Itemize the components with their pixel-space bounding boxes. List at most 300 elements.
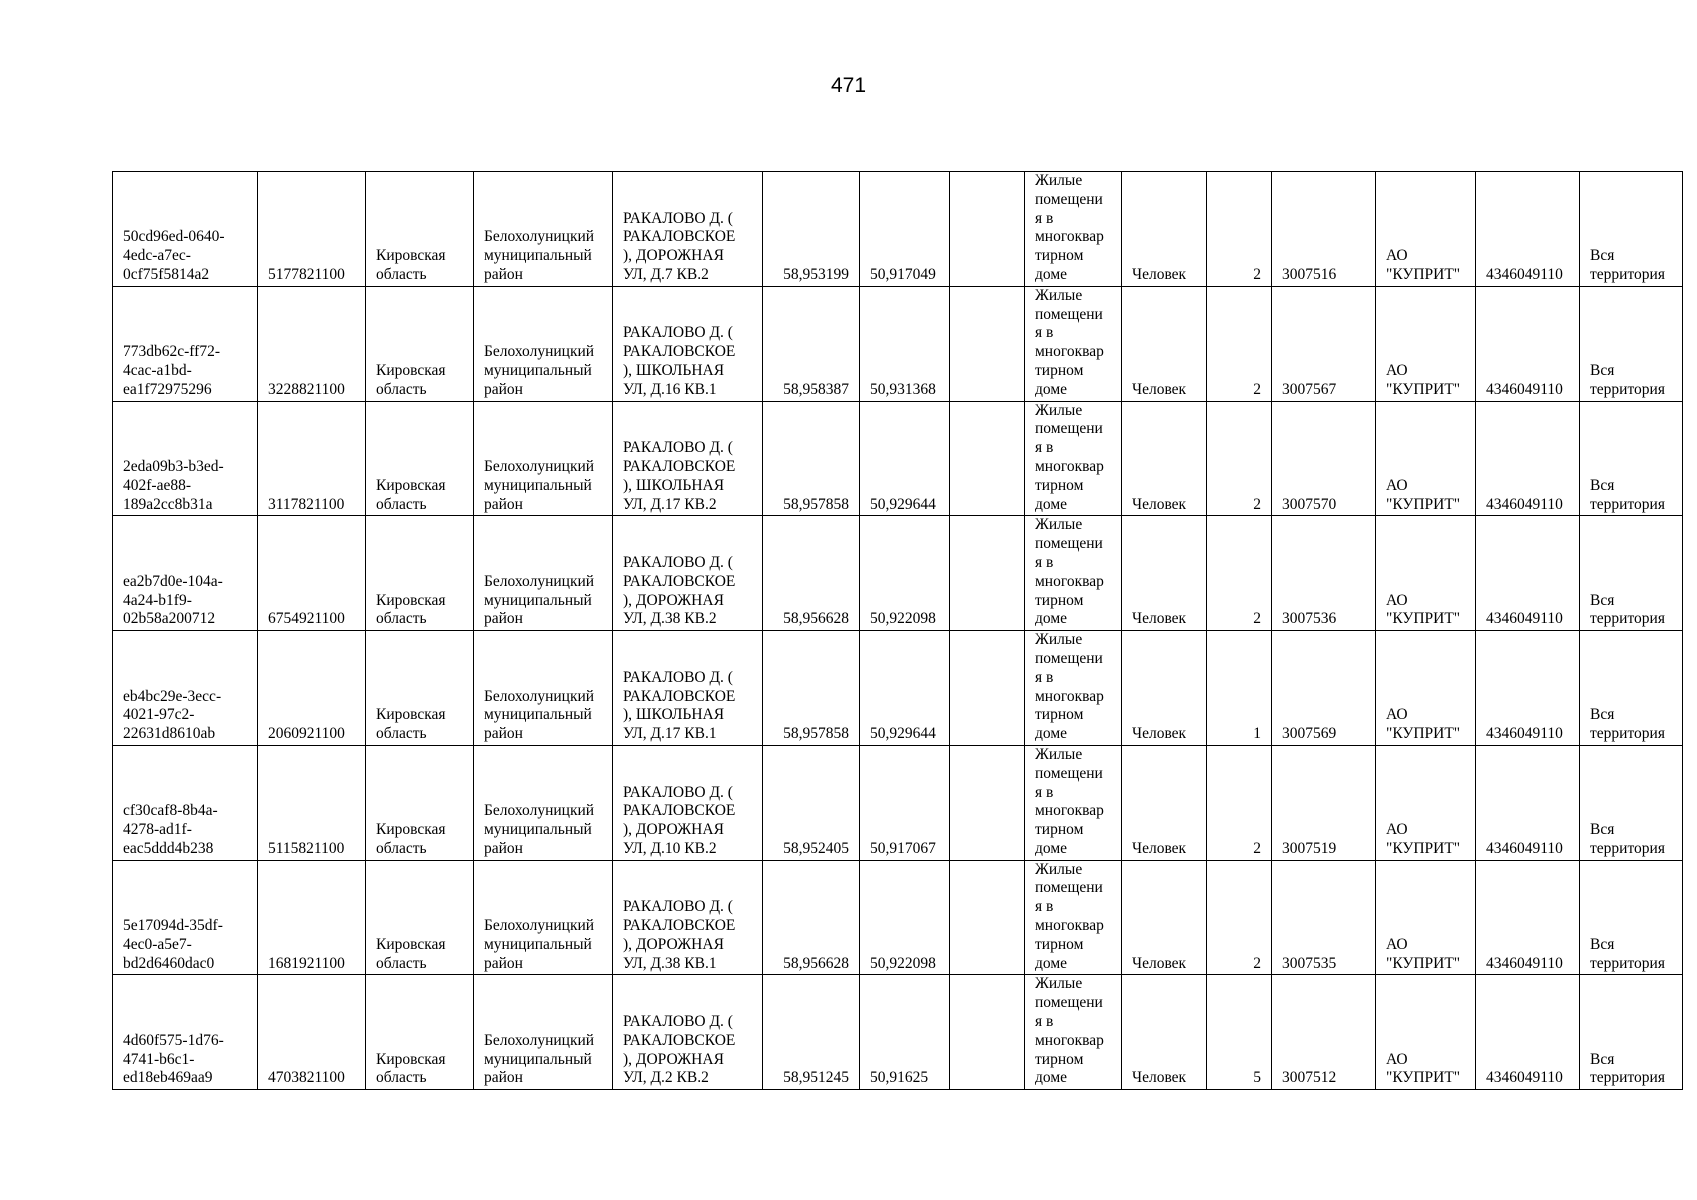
district-cell-line: Белохолуницкий [484, 687, 595, 705]
district-cell-line: Белохолуницкий [484, 1031, 595, 1049]
object-id-cell [113, 745, 258, 860]
premises-type-cell-line: доме [1035, 725, 1068, 743]
premises-type-cell-line: тирном [1035, 591, 1084, 609]
region-cell-line: Кировская [376, 591, 446, 609]
object-id-cell-line: 773db62c-ff72- [123, 343, 220, 361]
district-cell [474, 516, 613, 631]
territory-cell-line: территория [1590, 1069, 1665, 1087]
empty-cell [950, 631, 1025, 746]
empty-cell [950, 286, 1025, 401]
address-cell [613, 172, 763, 287]
address-cell-line: РАКАЛОВО Д. ( [623, 324, 733, 342]
premises-type-cell-line: я в [1035, 783, 1054, 801]
premises-type-cell-line: помещени [1035, 190, 1103, 208]
object-id-cell-line: 02b58a200712 [123, 610, 216, 628]
account-number-cell: 3007535 [1272, 860, 1376, 975]
longitude-cell: 50,91625 [860, 975, 950, 1090]
region-cell-line: область [376, 495, 427, 513]
premises-type-cell-line: Жилые [1035, 286, 1083, 304]
address-cell-line: ), ШКОЛЬНАЯ [623, 361, 725, 379]
territory-cell-line: Вся [1590, 476, 1615, 494]
object-id-cell-line: eac5ddd4b238 [123, 839, 214, 857]
region-cell [366, 745, 474, 860]
longitude-cell: 50,917067 [860, 745, 950, 860]
region-cell-line: Кировская [376, 935, 446, 953]
premises-type-cell-line: тирном [1035, 361, 1084, 379]
latitude-cell: 58,957858 [763, 631, 860, 746]
district-cell-line: Белохолуницкий [484, 802, 595, 820]
table-body [113, 172, 1683, 1090]
code-cell: 2060921100 [258, 631, 366, 746]
territory-cell-line: Вся [1590, 591, 1615, 609]
organization-cell-line: АО [1386, 476, 1408, 494]
region-cell [366, 286, 474, 401]
territory-cell-line: территория [1590, 265, 1665, 283]
code-cell: 4703821100 [258, 975, 366, 1090]
premises-type-cell-line: я в [1035, 324, 1054, 342]
count-cell: 2 [1207, 745, 1272, 860]
latitude-cell: 58,956628 [763, 516, 860, 631]
organization-cell [1376, 975, 1476, 1090]
district-cell-line: Белохолуницкий [484, 457, 595, 475]
organization-cell-line: АО [1386, 706, 1408, 724]
longitude-cell: 50,931368 [860, 286, 950, 401]
territory-cell [1580, 631, 1683, 746]
count-cell: 2 [1207, 172, 1272, 287]
district-cell-line: район [484, 265, 523, 283]
district-cell-line: район [484, 954, 523, 972]
premises-type-cell [1025, 631, 1122, 746]
premises-type-cell-line: многоквар [1035, 917, 1104, 935]
district-cell-line: район [484, 495, 523, 513]
object-id-cell-line: 4ec0-a5e7- [123, 935, 192, 953]
organization-cell-line: "КУПРИТ" [1386, 1069, 1461, 1087]
organization-cell-line: АО [1386, 821, 1408, 839]
region-cell-line: область [376, 380, 427, 398]
inn-cell: 4346049110 [1476, 860, 1580, 975]
premises-type-cell-line: Жилые [1035, 631, 1083, 649]
object-id-cell-line: 4278-ad1f- [123, 821, 192, 839]
unit-cell: Человек [1122, 516, 1207, 631]
premises-type-cell [1025, 516, 1122, 631]
unit-cell: Человек [1122, 745, 1207, 860]
district-cell-line: район [484, 839, 523, 857]
territory-cell [1580, 516, 1683, 631]
district-cell-line: муниципальный [484, 591, 592, 609]
code-cell: 6754921100 [258, 516, 366, 631]
premises-type-cell-line: помещени [1035, 879, 1103, 897]
address-cell-line: ), ШКОЛЬНАЯ [623, 476, 725, 494]
territory-cell-line: территория [1590, 495, 1665, 513]
district-cell-line: район [484, 380, 523, 398]
page-number: 471 [830, 74, 867, 97]
district-cell-line: Белохолуницкий [484, 917, 595, 935]
count-cell: 2 [1207, 401, 1272, 516]
district-cell-line: муниципальный [484, 361, 592, 379]
premises-type-cell [1025, 860, 1122, 975]
organization-cell [1376, 860, 1476, 975]
premises-type-cell-line: тирном [1035, 706, 1084, 724]
organization-cell-line: АО [1386, 935, 1408, 953]
address-cell-line: УЛ, Д.38 КВ.2 [623, 610, 717, 628]
table-row [113, 975, 1683, 1090]
organization-cell-line: "КУПРИТ" [1386, 954, 1461, 972]
address-cell-line: РАКАЛОВО Д. ( [623, 553, 733, 571]
object-id-cell-line: 5e17094d-35df- [123, 917, 223, 935]
organization-cell-line: АО [1386, 361, 1408, 379]
table-row [113, 631, 1683, 746]
region-cell [366, 401, 474, 516]
district-cell-line: район [484, 1069, 523, 1087]
region-cell [366, 631, 474, 746]
premises-type-cell-line: тирном [1035, 935, 1084, 953]
organization-cell-line: "КУПРИТ" [1386, 725, 1461, 743]
premises-type-cell-line: доме [1035, 610, 1068, 628]
empty-cell [950, 975, 1025, 1090]
territory-cell [1580, 860, 1683, 975]
premises-type-cell-line: многоквар [1035, 228, 1104, 246]
object-id-cell-line: ea1f72975296 [123, 380, 212, 398]
address-cell [613, 401, 763, 516]
address-cell-line: РАКАЛОВСКОЕ [623, 343, 736, 361]
organization-cell [1376, 286, 1476, 401]
table-row [113, 286, 1683, 401]
territory-cell-line: территория [1590, 954, 1665, 972]
table-row [113, 401, 1683, 516]
account-number-cell: 3007536 [1272, 516, 1376, 631]
organization-cell-line: "КУПРИТ" [1386, 265, 1461, 283]
premises-type-cell-line: Жилые [1035, 516, 1083, 534]
premises-type-cell-line: многоквар [1035, 802, 1104, 820]
premises-type-cell-line: я в [1035, 668, 1054, 686]
organization-cell-line: "КУПРИТ" [1386, 380, 1461, 398]
premises-type-cell [1025, 975, 1122, 1090]
region-cell-line: область [376, 839, 427, 857]
region-cell-line: область [376, 725, 427, 743]
territory-cell [1580, 401, 1683, 516]
inn-cell: 4346049110 [1476, 401, 1580, 516]
territory-cell-line: Вся [1590, 247, 1615, 265]
account-number-cell: 3007512 [1272, 975, 1376, 1090]
premises-type-cell-line: я в [1035, 553, 1054, 571]
registry-table [112, 171, 1683, 1090]
region-cell-line: область [376, 610, 427, 628]
region-cell [366, 975, 474, 1090]
unit-cell: Человек [1122, 860, 1207, 975]
address-cell-line: УЛ, Д.38 КВ.1 [623, 954, 717, 972]
object-id-cell [113, 172, 258, 287]
address-cell [613, 631, 763, 746]
latitude-cell: 58,953199 [763, 172, 860, 287]
district-cell-line: Белохолуницкий [484, 228, 595, 246]
premises-type-cell [1025, 401, 1122, 516]
premises-type-cell-line: Жилые [1035, 860, 1083, 878]
region-cell [366, 172, 474, 287]
address-cell-line: ), ДОРОЖНАЯ [623, 1050, 724, 1068]
address-cell-line: ), ДОРОЖНАЯ [623, 591, 724, 609]
premises-type-cell-line: я в [1035, 439, 1054, 457]
district-cell [474, 172, 613, 287]
premises-type-cell-line: Жилые [1035, 975, 1083, 993]
region-cell-line: Кировская [376, 361, 446, 379]
address-cell-line: УЛ, Д.10 КВ.2 [623, 839, 717, 857]
inn-cell: 4346049110 [1476, 745, 1580, 860]
district-cell-line: муниципальный [484, 935, 592, 953]
account-number-cell: 3007516 [1272, 172, 1376, 287]
latitude-cell: 58,958387 [763, 286, 860, 401]
table-row [113, 516, 1683, 631]
territory-cell-line: Вся [1590, 821, 1615, 839]
premises-type-cell-line: доме [1035, 265, 1068, 283]
premises-type-cell-line: доме [1035, 380, 1068, 398]
premises-type-cell-line: я в [1035, 1013, 1054, 1031]
organization-cell [1376, 172, 1476, 287]
latitude-cell: 58,957858 [763, 401, 860, 516]
unit-cell: Человек [1122, 286, 1207, 401]
premises-type-cell-line: помещени [1035, 994, 1103, 1012]
premises-type-cell-line: помещени [1035, 535, 1103, 553]
longitude-cell: 50,917049 [860, 172, 950, 287]
address-cell-line: РАКАЛОВСКОЕ [623, 228, 736, 246]
account-number-cell: 3007570 [1272, 401, 1376, 516]
district-cell [474, 286, 613, 401]
premises-type-cell-line: доме [1035, 839, 1068, 857]
address-cell-line: ), ШКОЛЬНАЯ [623, 706, 725, 724]
premises-type-cell-line: тирном [1035, 476, 1084, 494]
premises-type-cell-line: Жилые [1035, 401, 1083, 419]
address-cell-line: РАКАЛОВСКОЕ [623, 687, 736, 705]
address-cell-line: РАКАЛОВСКОЕ [623, 802, 736, 820]
district-cell [474, 975, 613, 1090]
organization-cell-line: АО [1386, 1050, 1408, 1068]
unit-cell: Человек [1122, 631, 1207, 746]
address-cell-line: РАКАЛОВСКОЕ [623, 457, 736, 475]
premises-type-cell-line: помещени [1035, 305, 1103, 323]
premises-type-cell-line: помещени [1035, 420, 1103, 438]
address-cell-line: РАКАЛОВО Д. ( [623, 668, 733, 686]
organization-cell-line: "КУПРИТ" [1386, 610, 1461, 628]
region-cell-line: Кировская [376, 821, 446, 839]
district-cell [474, 745, 613, 860]
address-cell [613, 975, 763, 1090]
address-cell [613, 745, 763, 860]
code-cell: 3117821100 [258, 401, 366, 516]
district-cell-line: район [484, 725, 523, 743]
territory-cell-line: Вся [1590, 706, 1615, 724]
region-cell-line: Кировская [376, 476, 446, 494]
district-cell-line: муниципальный [484, 1050, 592, 1068]
region-cell-line: область [376, 265, 427, 283]
address-cell-line: РАКАЛОВСКОЕ [623, 572, 736, 590]
address-cell-line: РАКАЛОВО Д. ( [623, 209, 733, 227]
address-cell-line: РАКАЛОВО Д. ( [623, 783, 733, 801]
longitude-cell: 50,922098 [860, 860, 950, 975]
premises-type-cell-line: помещени [1035, 764, 1103, 782]
organization-cell-line: АО [1386, 247, 1408, 265]
address-cell-line: ), ДОРОЖНАЯ [623, 821, 724, 839]
account-number-cell: 3007569 [1272, 631, 1376, 746]
empty-cell [950, 860, 1025, 975]
premises-type-cell-line: я в [1035, 898, 1054, 916]
count-cell: 1 [1207, 631, 1272, 746]
territory-cell-line: территория [1590, 839, 1665, 857]
territory-cell-line: Вся [1590, 361, 1615, 379]
unit-cell: Человек [1122, 172, 1207, 287]
address-cell-line: РАКАЛОВСКОЕ [623, 917, 736, 935]
longitude-cell: 50,929644 [860, 631, 950, 746]
count-cell: 5 [1207, 975, 1272, 1090]
longitude-cell: 50,922098 [860, 516, 950, 631]
territory-cell-line: территория [1590, 725, 1665, 743]
count-cell: 2 [1207, 516, 1272, 631]
unit-cell: Человек [1122, 975, 1207, 1090]
premises-type-cell [1025, 745, 1122, 860]
district-cell-line: Белохолуницкий [484, 343, 595, 361]
premises-type-cell-line: доме [1035, 1069, 1068, 1087]
object-id-cell-line: ed18eb469aa9 [123, 1069, 213, 1087]
territory-cell-line: территория [1590, 610, 1665, 628]
territory-cell [1580, 172, 1683, 287]
address-cell-line: УЛ, Д.2 КВ.2 [623, 1069, 709, 1087]
address-cell [613, 516, 763, 631]
address-cell-line: УЛ, Д.17 КВ.1 [623, 725, 717, 743]
code-cell: 5177821100 [258, 172, 366, 287]
region-cell-line: Кировская [376, 247, 446, 265]
object-id-cell-line: 402f-ae88- [123, 476, 191, 494]
organization-cell [1376, 745, 1476, 860]
object-id-cell-line: 22631d8610ab [123, 725, 216, 743]
district-cell-line: муниципальный [484, 476, 592, 494]
premises-type-cell-line: тирном [1035, 247, 1084, 265]
address-cell [613, 286, 763, 401]
inn-cell: 4346049110 [1476, 286, 1580, 401]
account-number-cell: 3007567 [1272, 286, 1376, 401]
address-cell-line: РАКАЛОВО Д. ( [623, 1013, 733, 1031]
table-row [113, 860, 1683, 975]
territory-cell [1580, 745, 1683, 860]
address-cell-line: РАКАЛОВСКОЕ [623, 1031, 736, 1049]
unit-cell: Человек [1122, 401, 1207, 516]
address-cell-line: РАКАЛОВО Д. ( [623, 439, 733, 457]
object-id-cell [113, 631, 258, 746]
district-cell-line: муниципальный [484, 247, 592, 265]
premises-type-cell-line: Жилые [1035, 745, 1083, 763]
table-row [113, 745, 1683, 860]
object-id-cell-line: 4741-b6c1- [123, 1050, 195, 1068]
region-cell-line: область [376, 1069, 427, 1087]
district-cell [474, 631, 613, 746]
empty-cell [950, 401, 1025, 516]
address-cell [613, 860, 763, 975]
premises-type-cell [1025, 286, 1122, 401]
code-cell: 3228821100 [258, 286, 366, 401]
premises-type-cell-line: помещени [1035, 649, 1103, 667]
object-id-cell-line: 4d60f575-1d76- [123, 1031, 224, 1049]
district-cell [474, 860, 613, 975]
account-number-cell: 3007519 [1272, 745, 1376, 860]
premises-type-cell-line: доме [1035, 954, 1068, 972]
organization-cell [1376, 516, 1476, 631]
district-cell-line: муниципальный [484, 706, 592, 724]
organization-cell-line: "КУПРИТ" [1386, 495, 1461, 513]
object-id-cell-line: 50cd96ed-0640- [123, 228, 225, 246]
premises-type-cell [1025, 172, 1122, 287]
object-id-cell-line: 4cac-a1bd- [123, 361, 192, 379]
object-id-cell [113, 860, 258, 975]
premises-type-cell-line: Жилые [1035, 172, 1083, 189]
premises-type-cell-line: доме [1035, 495, 1068, 513]
district-cell-line: Белохолуницкий [484, 572, 595, 590]
empty-cell [950, 745, 1025, 860]
district-cell-line: муниципальный [484, 821, 592, 839]
district-cell [474, 401, 613, 516]
organization-cell-line: АО [1386, 591, 1408, 609]
premises-type-cell-line: многоквар [1035, 343, 1104, 361]
inn-cell: 4346049110 [1476, 975, 1580, 1090]
object-id-cell-line: cf30caf8-8b4a- [123, 802, 218, 820]
object-id-cell-line: 189a2cc8b31a [123, 495, 213, 513]
inn-cell: 4346049110 [1476, 631, 1580, 746]
object-id-cell-line: 2eda09b3-b3ed- [123, 457, 224, 475]
latitude-cell: 58,956628 [763, 860, 860, 975]
inn-cell: 4346049110 [1476, 516, 1580, 631]
address-cell-line: ), ДОРОЖНАЯ [623, 935, 724, 953]
territory-cell-line: Вся [1590, 1050, 1615, 1068]
longitude-cell: 50,929644 [860, 401, 950, 516]
territory-cell-line: территория [1590, 380, 1665, 398]
address-cell-line: УЛ, Д.7 КВ.2 [623, 265, 709, 283]
object-id-cell [113, 286, 258, 401]
object-id-cell-line: 4021-97c2- [123, 706, 195, 724]
premises-type-cell-line: многоквар [1035, 457, 1104, 475]
object-id-cell-line: eb4bc29e-3ecc- [123, 687, 222, 705]
object-id-cell-line: 4edc-a7ec- [123, 247, 191, 265]
address-cell-line: РАКАЛОВО Д. ( [623, 898, 733, 916]
premises-type-cell-line: тирном [1035, 821, 1084, 839]
region-cell [366, 516, 474, 631]
count-cell: 2 [1207, 860, 1272, 975]
inn-cell: 4346049110 [1476, 172, 1580, 287]
empty-cell [950, 172, 1025, 287]
premises-type-cell-line: тирном [1035, 1050, 1084, 1068]
organization-cell [1376, 401, 1476, 516]
address-cell-line: УЛ, Д.16 КВ.1 [623, 380, 717, 398]
object-id-cell-line: bd2d6460dac0 [123, 954, 215, 972]
address-cell-line: УЛ, Д.17 КВ.2 [623, 495, 717, 513]
table-row [113, 172, 1683, 287]
territory-cell [1580, 975, 1683, 1090]
territory-cell-line: Вся [1590, 935, 1615, 953]
object-id-cell [113, 401, 258, 516]
object-id-cell [113, 975, 258, 1090]
object-id-cell-line: ea2b7d0e-104a- [123, 572, 223, 590]
organization-cell-line: "КУПРИТ" [1386, 839, 1461, 857]
organization-cell [1376, 631, 1476, 746]
territory-cell [1580, 286, 1683, 401]
object-id-cell-line: 0cf75f5814a2 [123, 265, 210, 283]
region-cell-line: Кировская [376, 1050, 446, 1068]
code-cell: 1681921100 [258, 860, 366, 975]
premises-type-cell-line: многоквар [1035, 687, 1104, 705]
region-cell [366, 860, 474, 975]
district-cell-line: район [484, 610, 523, 628]
object-id-cell-line: 4a24-b1f9- [123, 591, 192, 609]
code-cell: 5115821100 [258, 745, 366, 860]
latitude-cell: 58,951245 [763, 975, 860, 1090]
premises-type-cell-line: многоквар [1035, 1031, 1104, 1049]
count-cell: 2 [1207, 286, 1272, 401]
empty-cell [950, 516, 1025, 631]
